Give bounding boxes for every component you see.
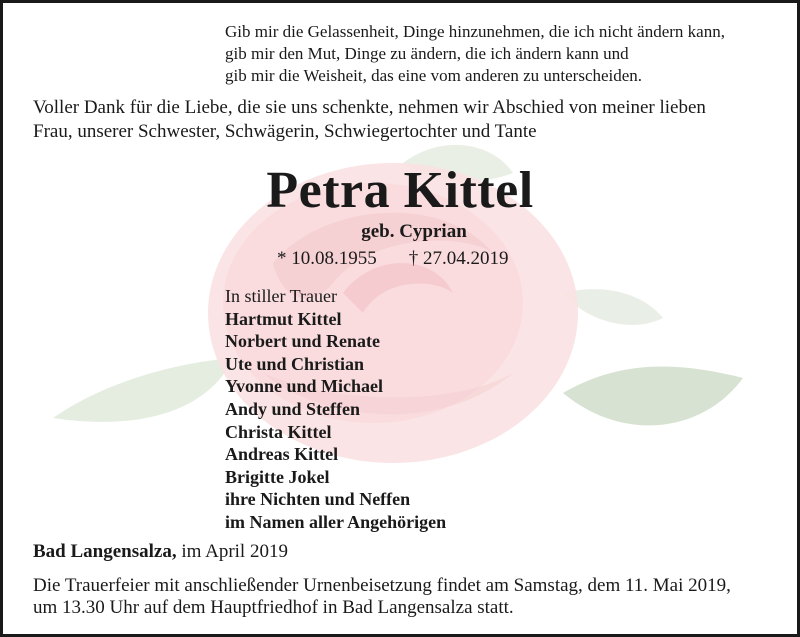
mourner-name: Yvonne und Michael [225,376,384,397]
funeral-line: Die Trauerfeier mit anschließender Urnenbeisetzung findet am Samstag, dem 11. Mai 2019, [33,575,731,596]
deceased-name: Petra Kittel [266,162,534,219]
farewell-text [33,96,778,144]
farewell-line: Voller Dank für die Liebe, die sie uns schenkte, nehmen wir Abschied von meiner lieben [33,97,706,118]
mourner-name: Ute und Christian [225,353,365,374]
mourner-name: Hartmut Kittel [225,308,342,329]
mourner-name: Christa Kittel [225,421,332,442]
quote-line: gib mir die Weisheit, das eine vom anderen zu unterscheiden. [225,66,643,85]
quote-line: gib mir den Mut, Dinge zu ändern, die ich ändern kann und [225,44,629,63]
birth-date: * 10.08.1955 [277,248,377,269]
mourner-name: Brigitte Jokel [225,466,330,487]
serenity-prayer-quote [225,21,725,87]
mourners-list [225,285,446,534]
farewell-line: Frau, unserer Schwester, Schwägerin, Schwiegertochter und Tante [33,121,537,142]
place-date: im April 2019 [181,541,288,562]
mourner-name: Norbert und Renate [225,331,380,352]
mourners-intro: In stiller Trauer [225,286,337,306]
mourner-name: Andy und Steffen [225,398,361,419]
mourner-name: im Namen aller Angehörigen [225,511,447,532]
mourner-name: Andreas Kittel [225,444,339,465]
place-date-line [33,541,288,563]
place-city: Bad Langensalza, [33,541,177,562]
quote-line: Gib mir die Gelassenheit, Dinge hinzunehmen, die ich nicht ändern kann, [225,22,725,41]
funeral-info [33,575,783,619]
funeral-line: um 13.30 Uhr auf dem Hauptfriedhof in Bad Langensalza statt. [33,597,514,618]
birth-name: geb. Cyprian [361,221,467,242]
mourner-name: ihre Nichten und Neffen [225,489,411,510]
life-dates [277,248,509,270]
death-date: † 27.04.2019 [408,248,509,269]
